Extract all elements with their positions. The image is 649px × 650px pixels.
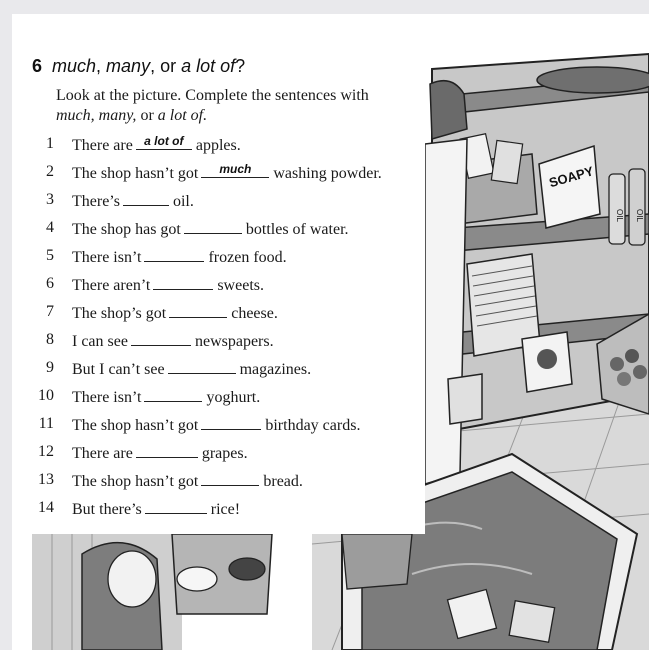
oil-bottle-2-label: OIL [635,209,644,222]
sentence-number: 9 [46,359,54,376]
sentence-number: 7 [46,303,54,320]
sentence-after: sweets. [217,277,264,294]
sentence-before: There’s [72,193,120,210]
sentence-row [12,471,425,493]
sentence-row [12,415,425,437]
sentence-before: There are [72,137,133,154]
sentence-text [72,135,241,155]
sentence-row [12,499,425,521]
sentence-after: cheese. [231,305,278,322]
sentence-text [72,471,303,491]
sentence-row [12,443,425,465]
sentence-number: 4 [46,219,54,236]
answer-blank[interactable] [136,135,192,150]
answer-blank[interactable] [201,471,259,486]
sentence-number: 3 [46,191,54,208]
sentence-text [72,275,264,295]
sentence-after: apples. [195,137,241,154]
sentence-after: grapes. [201,445,248,462]
sentence-row [12,135,425,157]
sentence-before: The shop hasn’t got [72,473,199,490]
sentence-before: I can see [72,333,128,350]
answer-blank[interactable] [184,219,242,234]
sentence-before: There isn’t [72,389,142,406]
customer-shoe-2 [229,558,265,580]
answer-text: a lot of [144,134,184,148]
sentence-before: There are [72,445,133,462]
oil-bottle-1-label: OIL [615,209,624,222]
shopkeeper-body [425,139,467,484]
answer-blank[interactable] [168,359,236,374]
sentence-after: oil. [172,193,194,210]
answer-blank[interactable] [201,415,261,430]
sentence-after: bread. [263,473,303,490]
instruction-or: or [140,107,154,124]
sentence-before: The shop’s got [72,305,167,322]
sentence-before: There isn’t [72,249,142,266]
sentence-number: 6 [46,275,54,292]
frozen-box-2 [509,601,554,642]
sentence-row [12,247,425,269]
answer-blank[interactable] [131,331,191,346]
sentence-row [12,275,425,297]
sentence-text [72,387,260,407]
instruction-italic: much, many, [56,107,137,124]
sentence-before: The shop has got [72,221,181,238]
apple-icon [610,357,624,371]
heading-word: many [106,56,151,76]
answer-blank[interactable] [153,275,213,290]
answer-blank[interactable] [136,443,198,458]
sentence-after: newspapers. [194,333,274,350]
sentence-before: The shop hasn’t got [72,165,199,182]
customer-leg-right [342,534,412,589]
instruction-text: Look at the picture. Complete the sentences with [56,87,369,104]
exercise-panel [12,14,425,534]
sentence-text [72,303,278,323]
apple-icon [617,372,631,386]
sentence-before: But there’s [72,501,142,518]
sentence-number: 13 [38,471,54,488]
sentence-text [72,415,360,435]
sentence-row [12,219,425,241]
answer-blank[interactable] [144,247,204,262]
heading-word: ? [235,56,246,76]
heading-word: or [160,56,177,76]
sentence-text [72,247,287,267]
sentence-after: birthday cards. [265,417,361,434]
apple-icon [625,349,639,363]
sentence-row [12,359,425,381]
answer-blank[interactable] [201,163,269,178]
answer-blank[interactable] [144,387,202,402]
sentence-number: 14 [38,499,54,516]
sentence-before: The shop hasn’t got [72,417,199,434]
sentence-number: 11 [38,415,54,432]
sentence-number: 5 [46,247,54,264]
sentence-text [72,331,274,351]
sentence-row [12,163,425,185]
answer-blank[interactable] [145,499,207,514]
sentence-after: bottles of water. [245,221,349,238]
oil-bottle-2 [629,169,645,245]
soap-box-label: SOAPY [547,163,596,191]
sentence-after: washing powder. [273,165,382,182]
worksheet-page [12,14,649,650]
customer-shoe [177,567,217,591]
sentence-text [72,219,349,239]
powder-packet-2 [491,140,522,183]
sentence-text [72,359,311,379]
answer-blank[interactable] [123,191,169,206]
sentence-row [12,303,425,325]
sentence-number: 1 [46,135,54,152]
sentence-after: yoghurt. [206,389,261,406]
sentence-number: 12 [38,443,54,460]
sentence-row [12,387,425,409]
answer-blank[interactable] [169,303,227,318]
sentence-text [72,191,194,211]
exercise-number: 6 [32,56,43,76]
sentence-text [72,443,248,463]
sentence-after: rice! [210,501,241,518]
sentence-before: There aren’t [72,277,151,294]
sentence-row [12,191,425,213]
sentence-text [72,163,382,183]
sentence-row [12,331,425,353]
sentence-after: magazines. [239,361,312,378]
sentence-number: 8 [46,331,54,348]
shopkeeper-head [430,81,467,139]
sentence-after: frozen food. [208,249,287,266]
exercise-heading: 6 much, many, or a lot of? [32,56,246,76]
sentence-number: 10 [38,387,54,404]
bread-loaf [537,67,649,93]
heading-word: much [52,56,97,76]
exercise-instruction [56,86,416,126]
sentence-text [72,499,240,519]
sentence-number: 2 [46,163,54,180]
shopping-basket [448,374,482,424]
customer-face [108,551,156,607]
sentence-before: But I can’t see [72,361,165,378]
heading-word: a lot of [181,56,236,76]
answer-text: much [219,162,252,176]
instruction-italic: a lot of. [157,107,208,124]
magazine-face-icon [537,349,557,369]
apple-icon [633,365,647,379]
